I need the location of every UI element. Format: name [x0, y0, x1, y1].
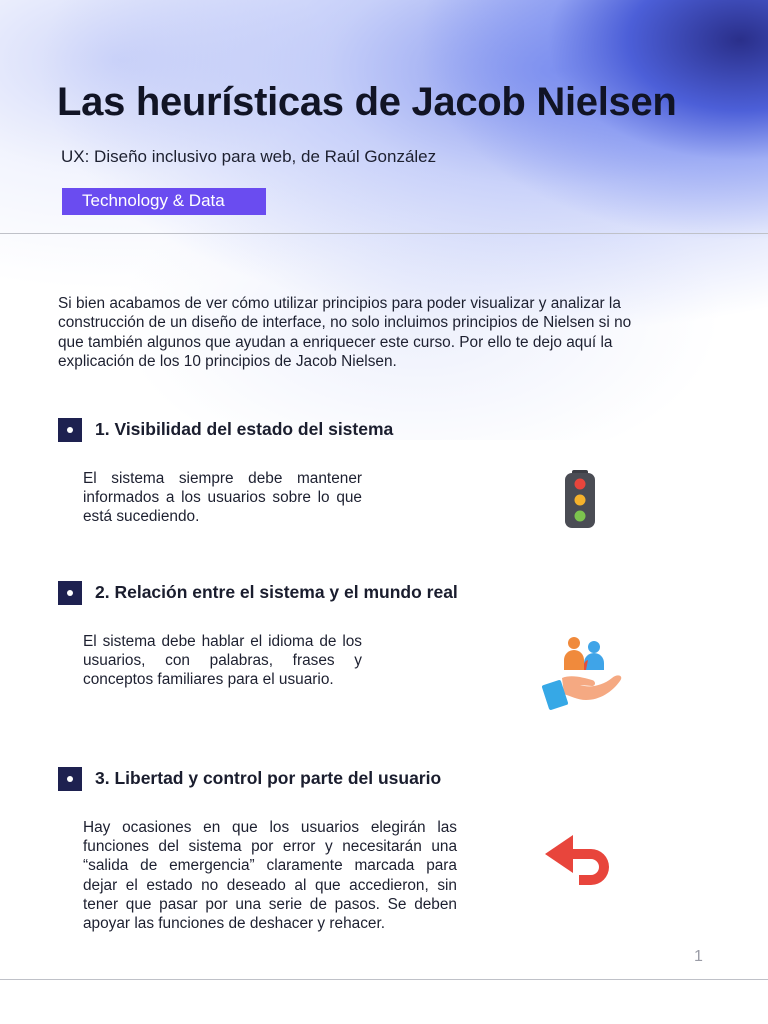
section-title: 1. Visibilidad del estado del sistema — [95, 419, 394, 439]
page-number: 1 — [694, 948, 703, 965]
section-body: El sistema debe hablar el idioma de los usuarios, con palabras, frases y conceptos familiares para el usuario. — [83, 633, 362, 689]
header-background — [0, 0, 768, 440]
intro-paragraph: Si bien acabamos de ver cómo utilizar principios para poder visualizar y analizar la construcción de un diseño de interface, no solo incluimos principios de Nielsen si no que también algunos que ayudan a enriquecer este curso. Por ello te dejo aquí la explicación de los 10 principios de Jacob Nielsen. — [58, 295, 632, 370]
section-title: 2. Relación entre el sistema y el mundo real — [95, 582, 458, 602]
page-subtitle: UX: Diseño inclusivo para web, de Raúl González — [61, 147, 437, 166]
section-body: El sistema siempre debe mantener informados a los usuarios sobre lo que está sucediendo. — [83, 470, 362, 526]
hand-holding-people-icon — [542, 634, 626, 712]
undo-arrow-icon — [543, 835, 617, 893]
traffic-light-icon — [562, 470, 598, 530]
page-title: Las heurísticas de Jacob Nielsen — [57, 80, 677, 124]
section-bullet — [58, 418, 82, 442]
category-tag: Technology & Data — [62, 188, 266, 215]
header-divider — [0, 233, 768, 234]
section-bullet — [58, 581, 82, 605]
section-title: 3. Libertad y control por parte del usuario — [95, 768, 442, 788]
footer-divider — [0, 979, 768, 980]
section-body: Hay ocasiones en que los usuarios elegirán las funciones del sistema por error y necesitarán una “salida de emergencia” claramente marcada para dejar el estado no deseado al que accedieron, sin tener que pasar por una serie de pasos. Se deben apoyar las funciones de deshacer y rehacer. — [83, 819, 457, 933]
section-bullet — [58, 767, 82, 791]
